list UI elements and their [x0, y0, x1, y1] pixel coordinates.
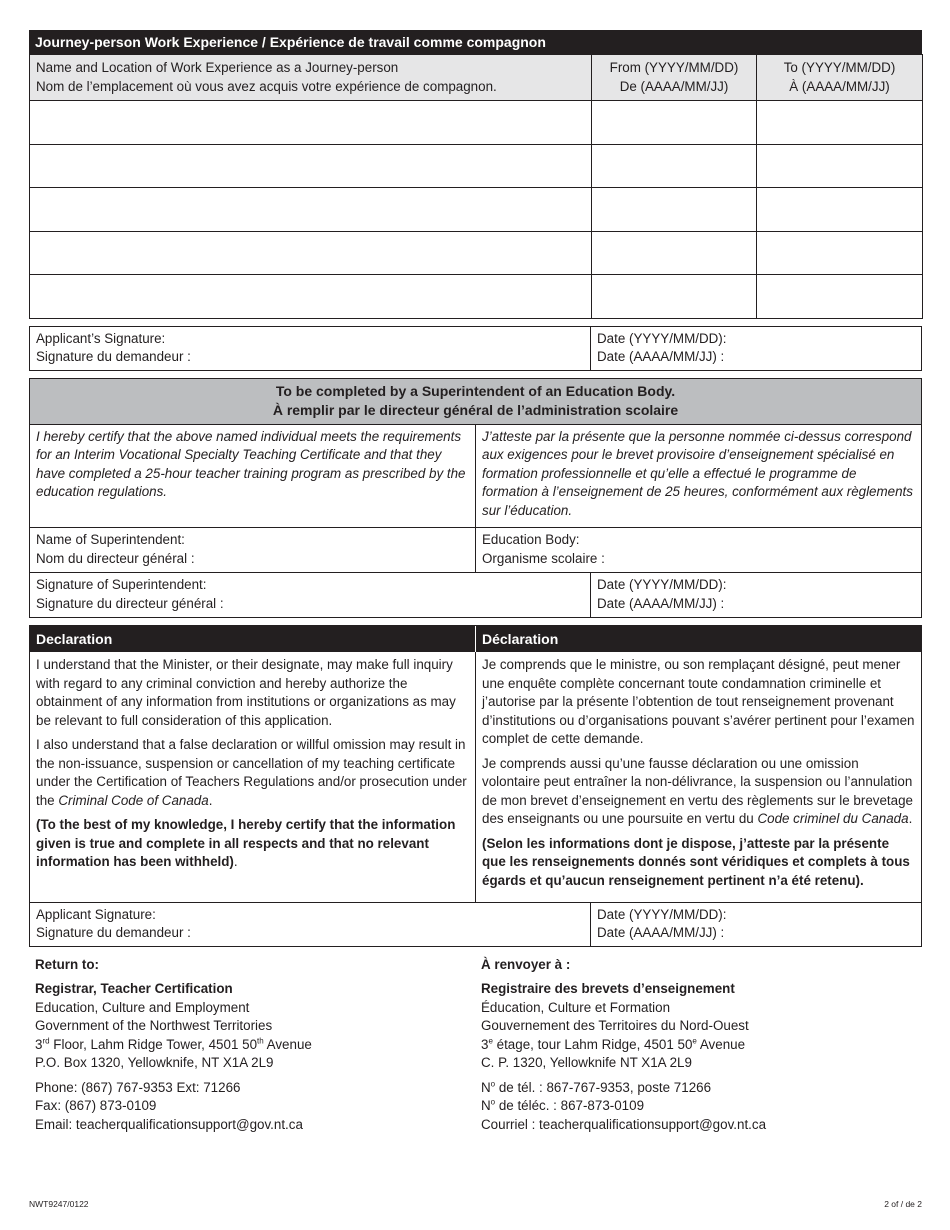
- email-fr[interactable]: Courriel : teacherqualificationsupport@gov.nt.ca: [481, 1116, 767, 1132]
- table-header-row: [30, 55, 923, 101]
- experience-from-field[interactable]: [592, 101, 757, 145]
- experience-name-field[interactable]: [30, 188, 592, 232]
- table-row: [30, 231, 923, 275]
- date-label-fr: Date (AAAA/MM/JJ) :: [597, 595, 725, 611]
- declaration-header: [30, 626, 921, 652]
- declaration-title-fr: Déclaration: [482, 631, 559, 647]
- education-body-label-fr: Organisme scolaire :: [482, 550, 605, 566]
- date-label-en: Date (YYYY/MM/DD):: [597, 577, 727, 592]
- return-line2-en: Government of the Northwest Territories: [35, 1018, 273, 1033]
- date-label-en: Date (YYYY/MM/DD):: [597, 906, 727, 922]
- declaration-p3-en: (To the best of my knowledge, I hereby certify that the information given is true and complete in all respects and that no relevant information has been withheld).: [36, 817, 456, 869]
- col-name-en: Name and Location of Work Experience as a Journey-person: [36, 60, 399, 75]
- phone-en: Phone: (867) 767-9353 Ext: 71266: [35, 1079, 241, 1095]
- experience-name-field[interactable]: [30, 144, 592, 188]
- applicant-signature-row: [29, 326, 922, 371]
- superintendent-signature-label-fr: Signature du directeur général :: [36, 595, 224, 611]
- fax-fr: $N^o$ de téléc. : 867-873-0109: [481, 1097, 645, 1113]
- declaration-p1-en: I understand that the Minister, or their designate, may make full inquiry with regard to any criminal conviction and hereby authorize the obtainment of any information from institutions or organizations as may be relevant to full consideration of this application.: [36, 657, 456, 728]
- superintendent-header-en: To be completed by a Superintendent of an Education Body.: [275, 382, 676, 399]
- return-heading-en: Return to:: [35, 956, 99, 972]
- experience-from-field[interactable]: [592, 144, 757, 188]
- return-line3-fr: 3e étage, tour Lahm Ridge, 4501 50e Avenue: [481, 1036, 746, 1052]
- certification-text-fr: J’atteste par la présente que la personne nommée ci-dessus correspond aux exigences pour le brevet provisoire d’enseignement spécialisé en formation professionnelle et qu’elle a effectué le programme de formation à l’enseignement de 25 heures, conformément aux règlements sur l’éducation.: [482, 428, 913, 518]
- education-body-field[interactable]: [476, 528, 921, 572]
- experience-to-field[interactable]: [757, 101, 923, 145]
- experience-from-field[interactable]: [592, 231, 757, 275]
- experience-to-field[interactable]: [757, 144, 923, 188]
- experience-name-field[interactable]: [30, 231, 592, 275]
- table-row: [30, 188, 923, 232]
- declaration-section: [29, 625, 922, 903]
- return-line2-fr: Gouvernement des Territoires du Nord-Ouest: [481, 1018, 749, 1033]
- applicant-signature-label-fr: Signature du demandeur :: [36, 349, 191, 364]
- work-experience-table: [29, 54, 923, 319]
- col-to-fr: À (AAAA/MM/JJ): [789, 78, 890, 94]
- page-number: 2 of / de 2: [884, 1199, 922, 1209]
- superintendent-name-field[interactable]: [30, 528, 476, 572]
- return-line1-fr: Éducation, Culture et Formation: [481, 999, 671, 1015]
- date-label-fr: Date (AAAA/MM/JJ) :: [597, 349, 725, 364]
- applicant-signature-label-en: Applicant’s Signature:: [36, 330, 166, 346]
- date-label-en: Date (YYYY/MM/DD):: [597, 330, 727, 346]
- col-to-en: To (YYYY/MM/DD): [783, 60, 896, 75]
- return-line4-en: P.O. Box 1320, Yellowknife, NT X1A 2L9: [35, 1055, 274, 1070]
- declaration-p2-fr: Je comprends aussi qu’une fausse déclaration ou une omission volontaire peut entraîner la non-délivrance, la suspension ou l’annulation de mon brevet d’enseignement en vertu des règlements sur le brevetage des enseignants ou une poursuite en vertu du Code criminel du Canada.: [482, 755, 913, 826]
- col-name-fr: Nom de l’emplacement où vous avez acquis votre expérience de compagnon.: [36, 78, 497, 94]
- return-org-en: Registrar, Teacher Certification: [35, 981, 233, 996]
- applicant-date-field[interactable]: [591, 327, 921, 370]
- superintendent-section: [29, 378, 922, 619]
- return-line1-en: Education, Culture and Employment: [35, 999, 250, 1015]
- experience-name-field[interactable]: [30, 101, 592, 145]
- applicant-signature-label-fr: Signature du demandeur :: [36, 925, 191, 940]
- applicant-signature-label-en: Applicant Signature:: [36, 906, 156, 922]
- education-body-label-en: Education Body:: [482, 532, 580, 547]
- superintendent-name-label-en: Name of Superintendent:: [36, 532, 185, 547]
- email-en[interactable]: Email: teacherqualificationsupport@gov.nt.ca: [35, 1116, 303, 1132]
- declaration-text-fr: [476, 652, 921, 902]
- fax-en: Fax: (867) 873-0109: [35, 1098, 157, 1113]
- certification-statement: [30, 425, 921, 529]
- applicant-date-field-2[interactable]: [591, 903, 921, 946]
- superintendent-date-field[interactable]: [591, 573, 921, 617]
- experience-to-field[interactable]: [757, 231, 923, 275]
- declaration-p2-en: I also understand that a false declaration or willful omission may result in the non-issuance, suspension or cancellation of my teaching certificate under the Certification of Teachers Regulations and/or prosecution under the Criminal Code of Canada.: [36, 737, 467, 808]
- table-row: [30, 144, 923, 188]
- return-address-fr: [475, 956, 922, 1135]
- experience-to-field[interactable]: [757, 188, 923, 232]
- return-org-fr: Registraire des brevets d’enseignement: [481, 981, 735, 996]
- declaration-title-en: Declaration: [30, 626, 476, 652]
- superintendent-signature-field[interactable]: [30, 573, 591, 617]
- return-address-section: [29, 956, 922, 1135]
- col-from-en: From (YYYY/MM/DD): [609, 60, 739, 75]
- applicant-signature-row-2: [29, 902, 922, 947]
- superintendent-name-label-fr: Nom du directeur général :: [36, 550, 195, 566]
- experience-from-field[interactable]: [592, 188, 757, 232]
- return-address-en: [29, 956, 475, 1135]
- date-label-fr: Date (AAAA/MM/JJ) :: [597, 925, 725, 940]
- superintendent-header-fr: À remplir par le directeur général de l’administration scolaire: [272, 401, 679, 418]
- table-row: [30, 275, 923, 319]
- applicant-signature-field[interactable]: [30, 327, 591, 370]
- superintendent-signature-label-en: Signature of Superintendent:: [36, 577, 207, 592]
- phone-fr: $N^o$ de tél. : 867-767-9353, poste 71266: [481, 1079, 712, 1095]
- table-row: [30, 101, 923, 145]
- form-page: [29, 30, 922, 1134]
- certification-text-en: I hereby certify that the above named individual meets the requirements for an Interim Vocational Specialty Teaching Certificate and that they have completed a 25-hour teacher training program as prescribed by the education regulations.: [30, 425, 476, 528]
- declaration-text-en: [30, 652, 476, 902]
- declaration-p1-fr: Je comprends que le ministre, ou son remplaçant désigné, peut mener une enquête complète concernant toute condamnation criminelle et j’autorise par la présente l’obtention de tout renseignement provenant d’institutions ou d’organisations pouvant s’avérer pertinent pour l’examen complet de cette demande.: [482, 657, 915, 746]
- superintendent-header: [30, 379, 921, 425]
- form-code: NWT9247/0122: [29, 1199, 89, 1209]
- superintendent-signature-row: [30, 573, 921, 617]
- declaration-body: [30, 652, 921, 902]
- experience-to-field[interactable]: [757, 275, 923, 319]
- work-experience-title: Journey-person Work Experience / Expérience de travail comme compagnon: [29, 30, 922, 54]
- experience-name-field[interactable]: [30, 275, 592, 319]
- declaration-p3-fr: (Selon les informations dont je dispose, j’atteste par la présente que les renseignements donnés sont véridiques et complets à tous égards et qu’aucun renseignement pertinent n’a été retenu).: [482, 835, 910, 888]
- experience-from-field[interactable]: [592, 275, 757, 319]
- return-heading-fr: À renvoyer à :: [481, 956, 571, 972]
- superintendent-name-row: [30, 528, 921, 573]
- return-line3-en: 3rd Floor, Lahm Ridge Tower, 4501 50th Avenue: [35, 1036, 312, 1052]
- col-from-fr: De (AAAA/MM/JJ): [619, 78, 729, 94]
- applicant-signature-field-2[interactable]: [30, 903, 591, 946]
- return-line4-fr: C. P. 1320, Yellowknife NT X1A 2L9: [481, 1055, 692, 1070]
